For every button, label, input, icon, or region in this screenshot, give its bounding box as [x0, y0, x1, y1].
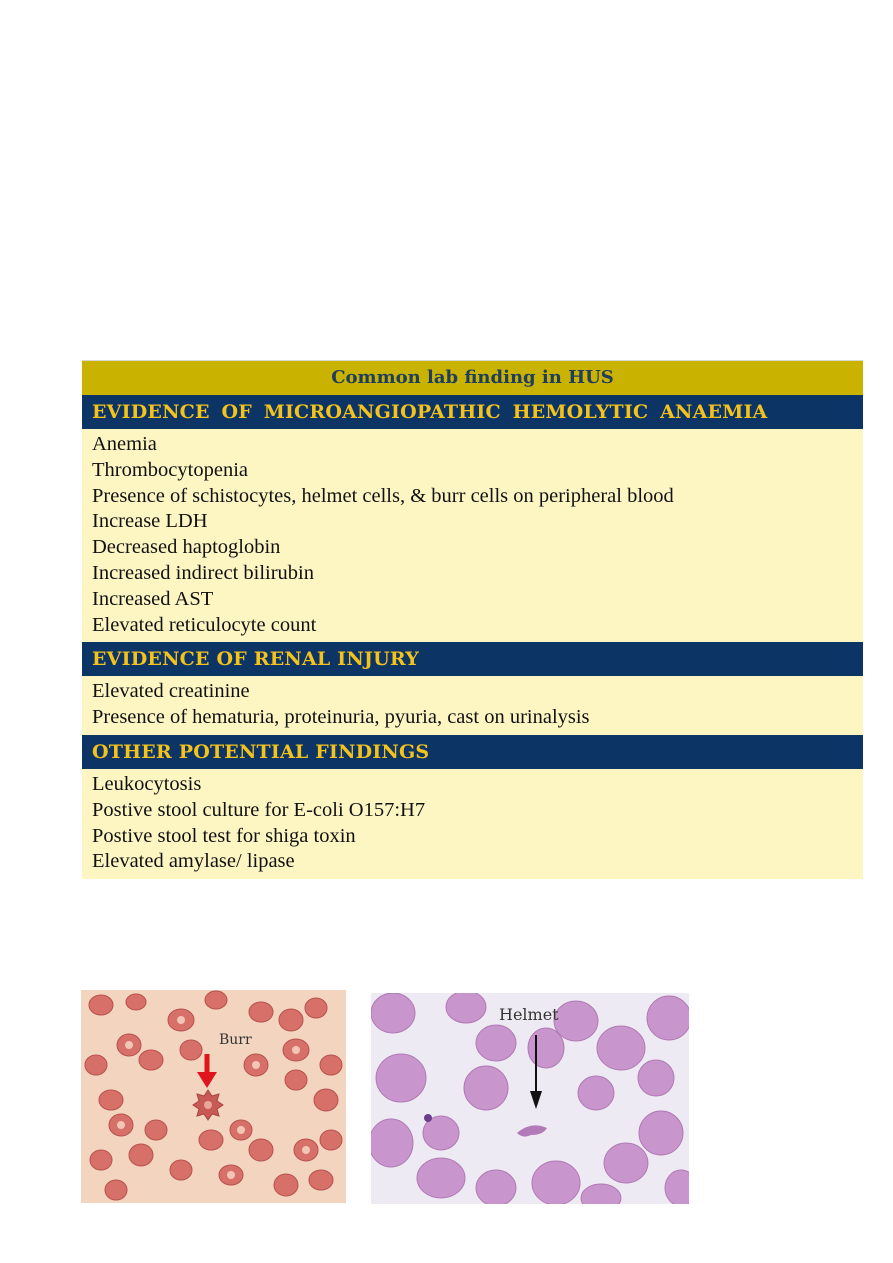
list-item: Elevated amylase/ lipase: [92, 850, 295, 873]
section-body-other-findings: [82, 769, 863, 879]
list-item: Postive stool culture for E-coli O157:H7: [92, 798, 426, 821]
helmet-cell-micrograph: [371, 993, 689, 1204]
list-item: Elevated reticulocyte count: [92, 613, 317, 636]
list-item: Presence of hematuria, proteinuria, pyuria, cast on urinalysis: [92, 706, 590, 729]
burr-cell-micrograph: [81, 990, 346, 1203]
burr-cells-illustration: [81, 990, 346, 1203]
section-heading-renal-injury: EVIDENCE OF RENAL INJURY: [82, 642, 863, 676]
helmet-label: Helmet: [499, 1005, 559, 1024]
list-item: Decreased haptoglobin: [92, 536, 281, 559]
helmet-cells-illustration: [371, 993, 689, 1204]
section-heading-hemolytic-anaemia: EVIDENCE OF MICROANGIOPATHIC HEMOLYTIC ANAEMIA: [82, 395, 863, 429]
lab-findings-table: [82, 360, 863, 879]
list-item: Presence of schistocytes, helmet cells, & burr cells on peripheral blood: [92, 484, 674, 507]
section-body-hemolytic-anaemia: [82, 429, 863, 642]
section-heading-other-findings: OTHER POTENTIAL FINDINGS: [82, 735, 863, 769]
list-item: Thrombocytopenia: [92, 458, 248, 481]
list-item: Anemia: [92, 433, 157, 455]
table-title: Common lab finding in HUS: [82, 361, 863, 395]
list-item: Postive stool test for shiga toxin: [92, 824, 356, 847]
list-item: Elevated creatinine: [92, 680, 250, 703]
list-item: Increase LDH: [92, 510, 208, 533]
list-item: Increased AST: [92, 587, 214, 610]
list-item: Leukocytosis: [92, 772, 202, 795]
burr-label: Burr: [219, 1032, 252, 1048]
section-body-renal-injury: [82, 676, 863, 735]
list-item: Increased indirect bilirubin: [92, 561, 314, 584]
